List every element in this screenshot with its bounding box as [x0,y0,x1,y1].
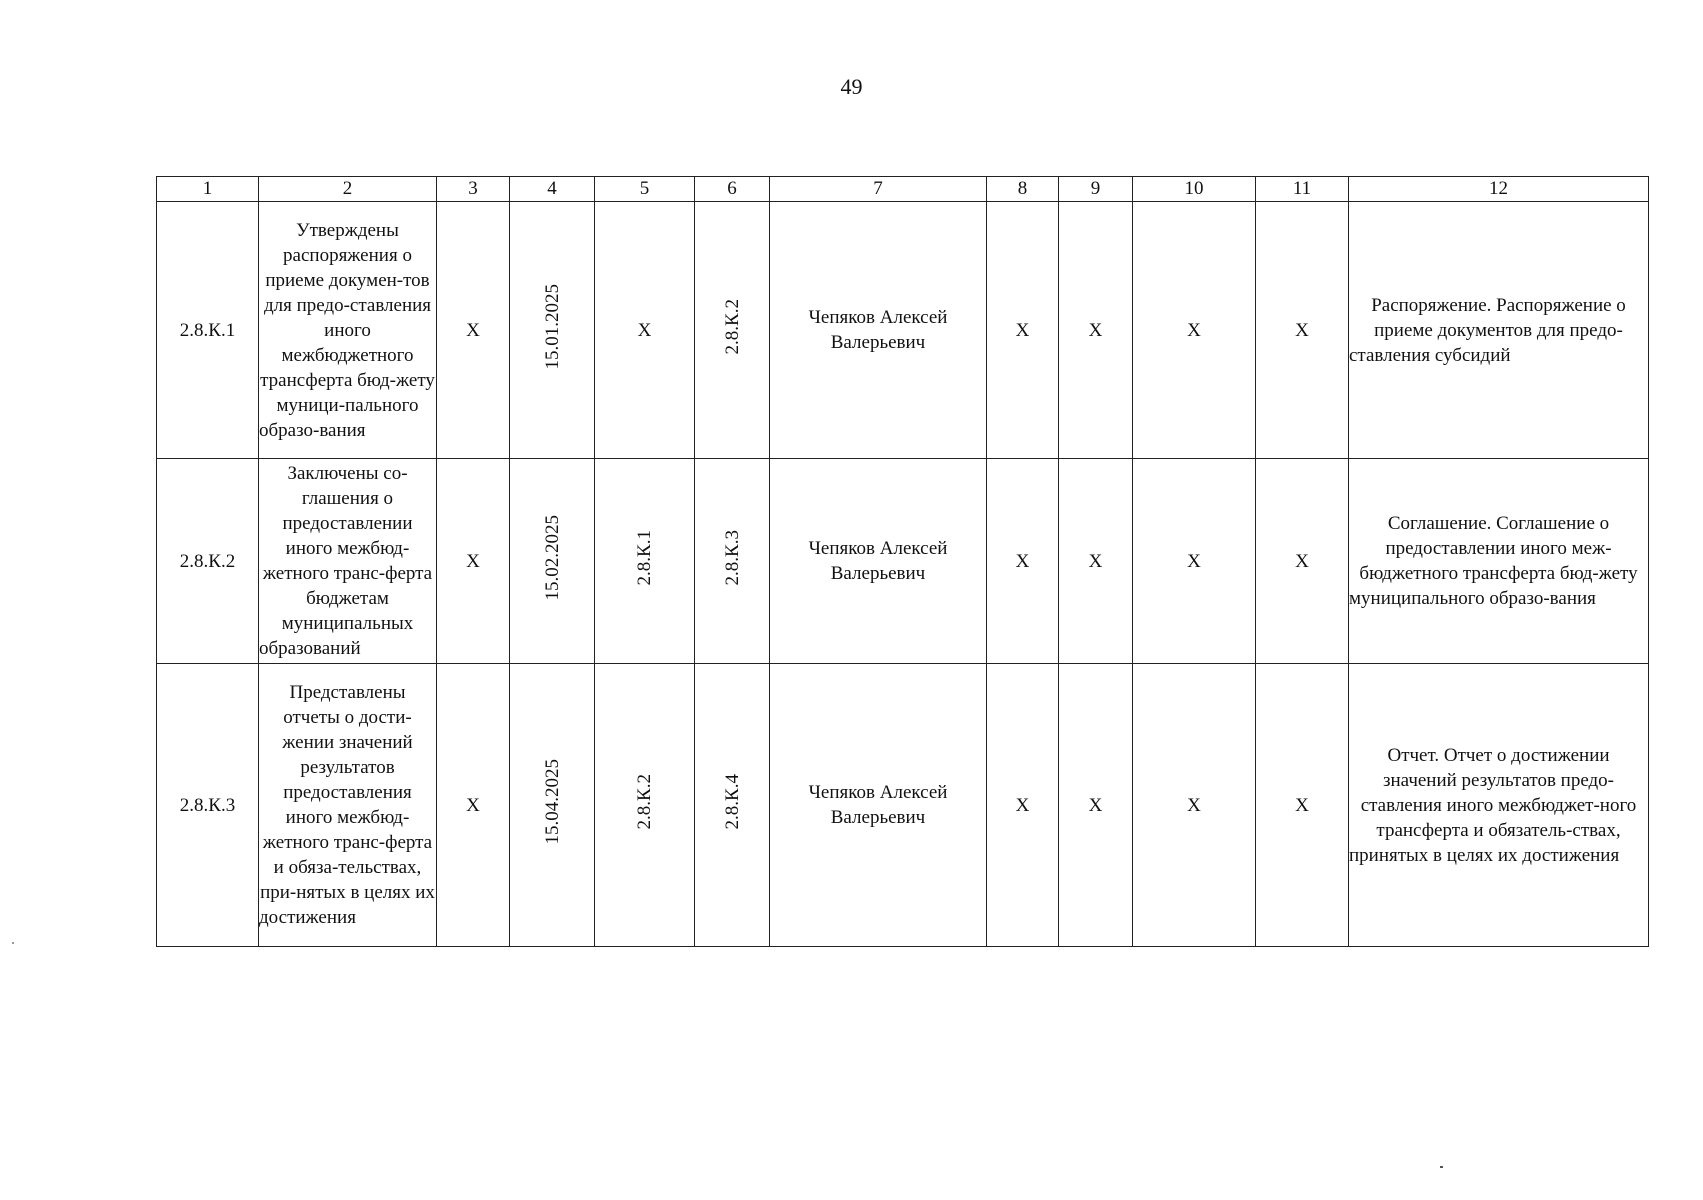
next-text: 2.8.К.3 [721,529,743,586]
x-cell: X [1256,202,1349,459]
table-row [157,459,1649,664]
x-cell: X [437,202,510,459]
page-number: 49 [840,74,863,99]
code-cell: 2.8.К.3 [157,664,259,947]
x-cell: X [1059,459,1133,664]
x-cell: X [987,202,1059,459]
x-cell: X [1256,664,1349,947]
x-cell: X [1133,664,1256,947]
prev-text: 2.8.К.2 [634,773,655,830]
date-cell [510,459,595,664]
header-cell: 5 [595,177,695,202]
description-cell: Заключены со-глашения о предоставлении иного межбюд-жетного транс-ферта бюджетам муниципальных образований [259,459,437,664]
next-cell [695,664,770,947]
header-cell: 7 [770,177,987,202]
date-cell [510,664,595,947]
x-cell: X [987,459,1059,664]
next-cell [695,459,770,664]
header-cell: 10 [1133,177,1256,202]
date-cell [510,202,595,459]
next-text: 2.8.К.4 [721,773,743,830]
header-cell: 11 [1256,177,1349,202]
responsible-cell: Чепяков Алексей Валерьевич [770,459,987,664]
document-cell: Распоряжение. Распоряжение о приеме документов для предо-ставления субсидий [1349,202,1649,459]
prev-cell [595,459,695,664]
header-cell: 9 [1059,177,1133,202]
x-cell: X [987,664,1059,947]
responsible-cell: Чепяков Алексей Валерьевич [770,664,987,947]
x-cell: X [1059,664,1133,947]
plan-table [156,176,1649,947]
prev-text: 2.8.К.1 [634,529,655,586]
description-cell: Представлены отчеты о дости-жении значений результатов предоставления иного межбюд-жетного транс-ферта и обяза-тельствах, при-нятых в целях их достижения [259,664,437,947]
header-cell: 12 [1349,177,1649,202]
prev-cell [595,664,695,947]
date-text: 15.04.2025 [541,758,563,845]
header-cell: 3 [437,177,510,202]
x-cell: X [437,664,510,947]
header-cell: 2 [259,177,437,202]
code-cell: 2.8.К.2 [157,459,259,664]
scan-speck [1440,1166,1443,1168]
x-cell: X [1133,202,1256,459]
date-text: 15.01.2025 [541,283,563,370]
next-text: 2.8.К.2 [721,298,743,355]
next-cell [695,202,770,459]
x-cell: X [437,459,510,664]
x-cell: X [1256,459,1349,664]
prev-cell: X [595,202,695,459]
description-cell: Утверждены распоряжения о приеме докумен-тов для предо-ставления иного межбюджетного трансферта бюд-жету муници-пального образо-вания [259,202,437,459]
header-cell: 8 [987,177,1059,202]
table-row [157,202,1649,459]
header-row [157,177,1649,202]
document-cell: Соглашение. Соглашение о предоставлении иного меж-бюджетного трансферта бюд-жету муниципального образо-вания [1349,459,1649,664]
header-cell: 4 [510,177,595,202]
document-cell: Отчет. Отчет о достижении значений результатов предо-ставления иного межбюджет-ного трансферта и обязатель-ствах, принятых в целях их достижения [1349,664,1649,947]
scan-speck [12,942,14,944]
date-text: 15.02.2025 [541,514,563,601]
x-cell: X [1133,459,1256,664]
code-cell: 2.8.К.1 [157,202,259,459]
header-cell: 6 [695,177,770,202]
table-row [157,664,1649,947]
responsible-cell: Чепяков Алексей Валерьевич [770,202,987,459]
header-cell: 1 [157,177,259,202]
x-cell: X [1059,202,1133,459]
